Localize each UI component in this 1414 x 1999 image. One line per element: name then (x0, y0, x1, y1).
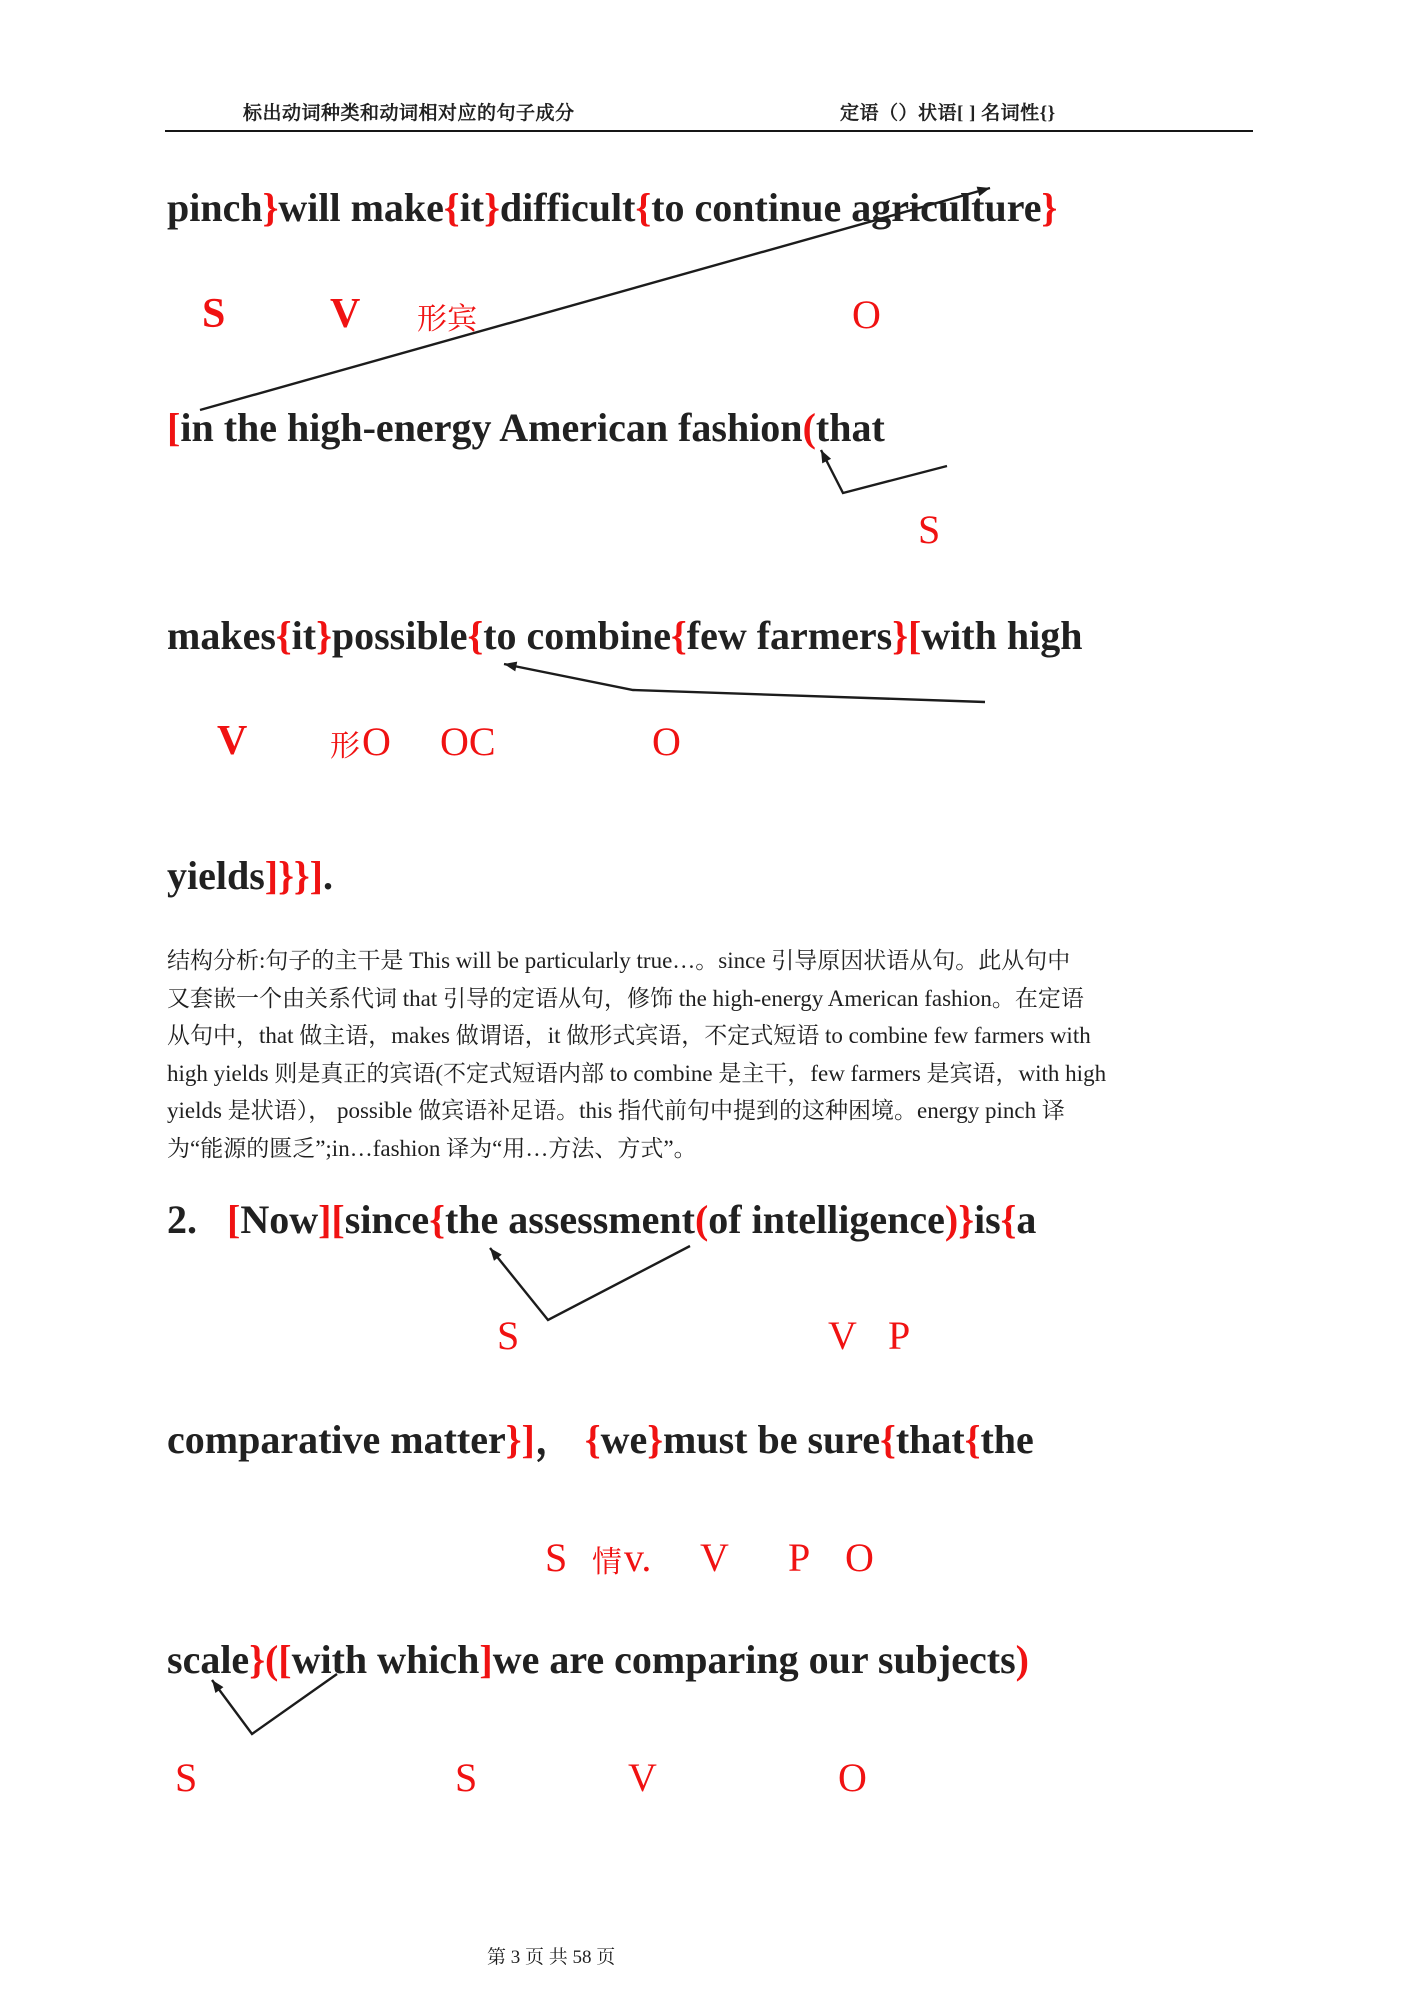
text-segment: }([ (249, 1637, 292, 1682)
text-segment: few farmers (686, 613, 893, 658)
text-segment: [ (227, 1197, 241, 1242)
arrow-withhigh-to-combine (504, 664, 985, 702)
text-segment: ) (1015, 1637, 1029, 1682)
text-segment: } (1041, 185, 1058, 230)
text-segment: the assessment (444, 1197, 695, 1242)
text-segment: [ (167, 405, 181, 450)
text-segment: { (880, 1417, 896, 1462)
text-segment: that (815, 405, 885, 450)
text-segment: we (600, 1417, 648, 1462)
sentence1-line2 (167, 404, 885, 452)
text-segment: } (647, 1417, 663, 1462)
grammar-label: S (918, 507, 941, 552)
grammar-label: S (175, 1755, 198, 1800)
text-segment: ][ (318, 1197, 345, 1242)
text-segment: { (584, 1417, 601, 1462)
sentence1-line4 (167, 852, 333, 900)
page-number: 第 3 页 共 58 页 (487, 1947, 616, 1968)
text-segment: difficult (499, 185, 636, 230)
grammar-label: V (828, 1313, 857, 1358)
grammar-label: V (700, 1535, 729, 1580)
sentence1-line3 (167, 612, 1082, 660)
text-segment: { (671, 613, 687, 658)
text-segment: with which (291, 1637, 480, 1682)
header-divider (165, 130, 1253, 132)
header-left-title: 标出动词种类和动词相对应的句子成分 (243, 103, 575, 124)
text-segment: possible (331, 613, 468, 658)
analysis-line: yields 是状语）， possible 做宾语补足语。this 指代前句中提到的这种困境。energy pinch 译 (167, 1098, 1065, 1123)
text-segment: yields (167, 853, 265, 898)
text-segment: since (344, 1197, 430, 1242)
analysis-line: 为“能源的匮乏”;in…fashion 译为“用…方法、方式”。 (167, 1135, 697, 1161)
text-segment: )} (944, 1197, 974, 1242)
grammar-label: O (652, 719, 681, 764)
grammar-label: O (838, 1755, 867, 1800)
grammar-label: S (545, 1535, 568, 1580)
text-segment: 2. (167, 1197, 227, 1242)
text-segment: with high (921, 613, 1083, 658)
analysis-line: 结构分析:句子的主干是 This will be particularly true…。since 引导原因状语从句。此从句中 (167, 948, 1071, 973)
sentence2-line2 (167, 1416, 1034, 1464)
text-segment: { (964, 1417, 981, 1462)
grammar-label: 情 (592, 1545, 622, 1579)
grammar-label: P (788, 1535, 811, 1580)
arrow-s-to-that (821, 450, 947, 493)
text-segment: scale (167, 1637, 250, 1682)
text-segment: it (291, 613, 317, 658)
sentence2-line1 (167, 1196, 1036, 1244)
text-segment: that (895, 1417, 965, 1462)
text-segment: . (322, 853, 333, 898)
grammar-label: S (455, 1755, 478, 1800)
structure-analysis-paragraph (167, 942, 1107, 1167)
text-segment: ] (479, 1637, 493, 1682)
analysis-line: 又套嵌一个由关系代词 that 引导的定语从句，修饰 the high-energy American fashion。在定语 (167, 985, 1084, 1011)
grammar-label: V (628, 1755, 657, 1800)
text-segment: { (275, 613, 292, 658)
text-segment: } (892, 613, 908, 658)
text-segment: is (973, 1197, 1001, 1242)
grammar-label: V (217, 718, 248, 764)
text-segment: ， (534, 1417, 585, 1462)
grammar-label: OC (440, 719, 496, 764)
grammar-label: O (845, 1535, 874, 1580)
text-segment: we are comparing our subjects (492, 1637, 1016, 1682)
text-segment: } (316, 613, 332, 658)
sentence2-labels-row3 (0, 1750, 1414, 1798)
text-segment: makes (167, 613, 276, 658)
text-segment: Now (240, 1197, 319, 1242)
analysis-line: 从句中，that 做主语，makes 做谓语，it 做形式宾语，不定式短语 to combine few farmers with (167, 1023, 1091, 1048)
text-segment: to continue agriculture (651, 185, 1042, 230)
text-segment: } (262, 185, 279, 230)
text-segment: { (443, 185, 460, 230)
text-segment: [ (907, 613, 922, 658)
text-segment: to combine (483, 613, 671, 658)
text-segment: in the high-energy American fashion (180, 405, 803, 450)
text-segment: { (1000, 1197, 1017, 1242)
grammar-label: v. (624, 1535, 652, 1580)
text-segment: will make (278, 185, 444, 230)
text-segment: the (980, 1417, 1034, 1462)
text-segment: { (429, 1197, 445, 1242)
text-segment: { (635, 185, 652, 230)
text-segment: { (467, 613, 484, 658)
grammar-label: 形 (330, 729, 360, 763)
text-segment: a (1016, 1197, 1037, 1242)
sentence1-labels-row3 (0, 714, 1414, 762)
text-segment: it (459, 185, 485, 230)
sentence1-line1 (167, 184, 1057, 232)
sentence1-labels-row1 (0, 287, 1414, 335)
grammar-label: V (330, 291, 361, 337)
text-segment: ]}}] (264, 853, 323, 898)
text-segment: of intelligence (708, 1197, 945, 1242)
text-segment: must be sure (663, 1417, 881, 1462)
sentence2-line3 (167, 1636, 1029, 1684)
text-segment: ( (694, 1197, 709, 1242)
grammar-label: S (497, 1313, 520, 1358)
text-segment: pinch (167, 185, 263, 230)
text-segment: comparative matter (167, 1417, 506, 1462)
sentence1-labels-row2 (0, 502, 1414, 550)
grammar-label: 形宾 (417, 302, 477, 336)
sentence2-labels-row2 (0, 1530, 1414, 1578)
sentence2-labels-row1 (0, 1308, 1414, 1356)
grammar-label: S (202, 291, 226, 337)
text-segment: ( (802, 405, 816, 450)
grammar-label: O (852, 292, 881, 337)
text-segment: }] (505, 1417, 535, 1462)
grammar-label: O (362, 719, 391, 764)
header-right-legend: 定语（）状语[ ] 名词性{} (840, 103, 1056, 124)
grammar-label: P (888, 1313, 911, 1358)
text-segment: } (484, 185, 500, 230)
analysis-line: high yields 则是真正的宾语(不定式短语内部 to combine 是主干，few farmers 是宾语，with high (167, 1060, 1107, 1086)
